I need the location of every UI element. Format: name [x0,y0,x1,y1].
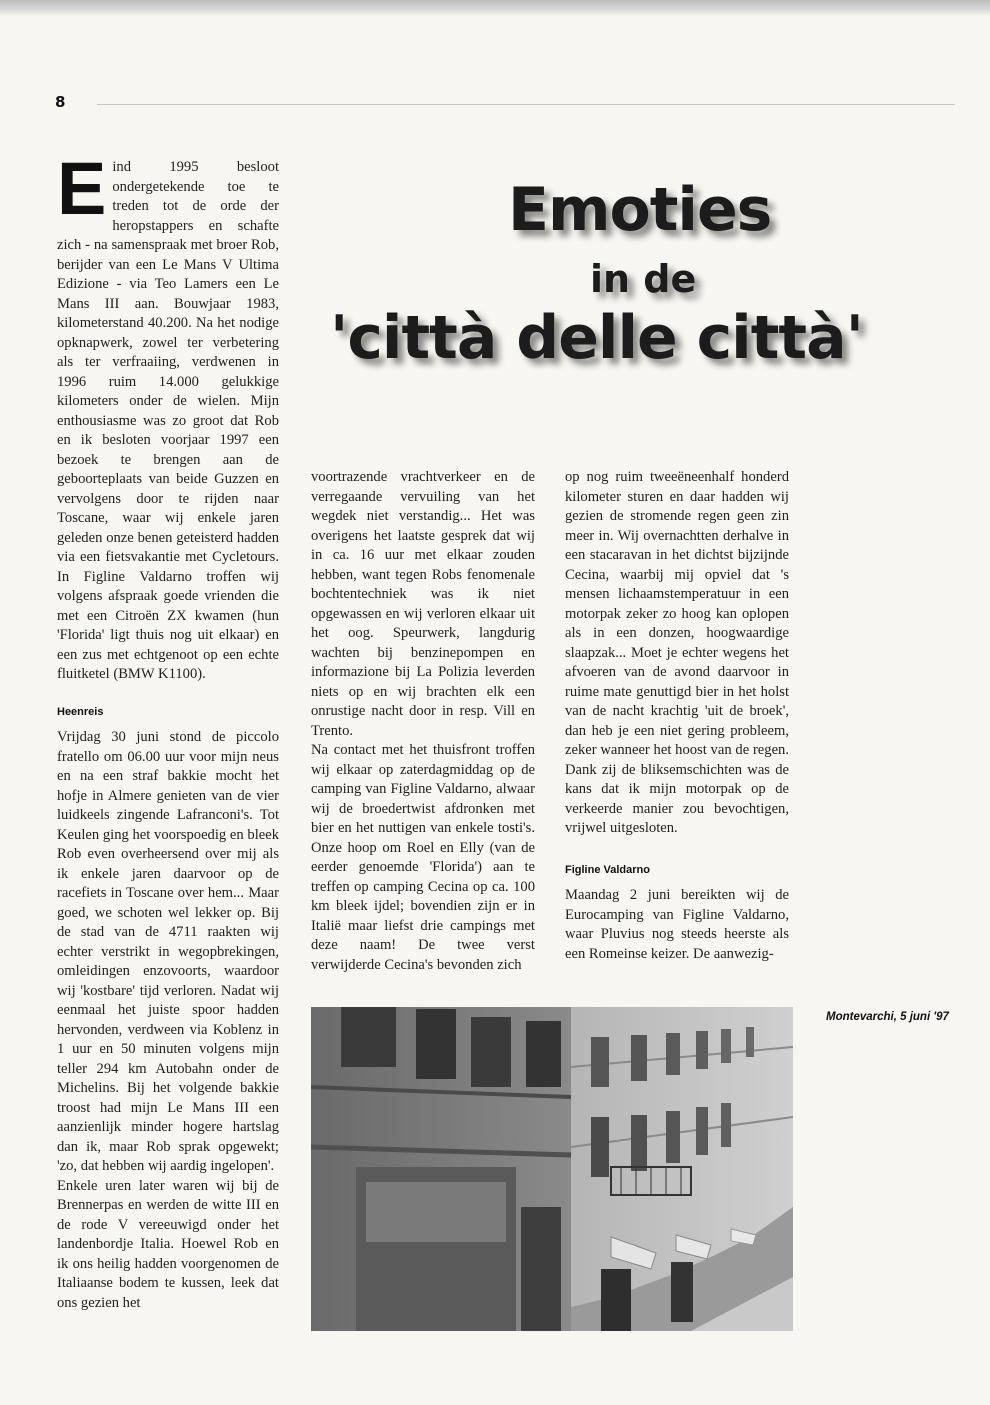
title-line-1: Emoties [508,175,772,245]
body-paragraph: voortrazende vrachtverkeer en de verregaande vervuiling van het wegdek niet verstandig... Het was overigens het laatste gesprek dat wij in ca. 16 uur met elkaar zouden hebben, want tegen Robs fenomenale bochtentechniek was ik niet opgewassen en wij verloren elkaar uit het oog. Speurwerk, langdurig wachten bij benzinepompen en informazione bij La Polizia leverden niets op en wij brachten elk een onrustige nacht door in resp. Vill en Trento. [311,469,535,739]
body-paragraph: Enkele uren later waren wij bij de Brennerpas en werden de witte III en de rode V vereeuwigd onder het landenbordje Italia. Hoewel Rob en ik ons heilig hadden voorgenomen de Italiaanse bodem te kussen, leek dat ons gezien het [57,1177,279,1311]
body-paragraph: Na contact met het thuisfront troffen wij elkaar op zaterdagmiddag op de camping van Figline Valdarno, alwaar wij de broedertwist afdronken met bier en het nuttigen van enkele tosti's. Onze hoop om Roel en Elly (van de eerder genoemde 'Florida') aan te treffen op camping Cecina op ca. 100 km bleek ijdel; bovendien zijn er in Italië maar liefst drie campings met deze naam! De twee verst verwijderde Cecina's bevonden zich [311,742,535,973]
article-title [330,175,960,395]
subhead-figline-valdarno: Figline Valdarno [565,863,650,876]
photo-caption: Montevarchi, 5 juni '97 [826,1011,949,1023]
header-rule [97,104,955,105]
page-number: 8 [55,93,66,111]
street-photo [311,1007,793,1331]
intro-text: ind 1995 besloot ondergetekende toe te treden tot de orde der heropstappers en schafte zich - na samenspraak met broer Rob, berijder van een Le Mans V Ultima Edizione - via Teo Lamers een Le Mans III aan. Bouwjaar 1983, kilometerstand 40.200. Na het nodige opknapwerk, zowel ter verbetering als ter verfraaiing, verdwenen in 1996 ruim 14.000 gelukkige kilometers onder de wielen. Mijn enthousiasme was zo groot dat Rob en ik besloten voorjaar 1997 een bezoek te brengen aan de geboorteplaats van beide Guzzen en vervolgens door te rijden naar Toscane, waar wij enkele jaren geleden onze benen geteisterd hadden via een fietsvakantie met Cycletours. In Figline Valdarno troffen wij volgens afspraak goede vrienden die met een Citroën ZX kwamen (hun 'Florida' ligt thuis nog uit elkaar) en een zus met echtgenoot op een echte fluitketel (BMW K1100). [57,159,279,682]
scan-top-band [0,0,990,16]
title-line-2: in de [590,257,697,301]
title-line-3: 'città delle città' [330,303,863,373]
article-column-3 [565,468,789,964]
body-paragraph: Vrijdag 30 juni stond de piccolo fratello om 06.00 uur voor mijn neus en na een straf bakkie mocht het hofje in Almere genieten van de vier luidkeels zingende Lafranconi's. Tot Keulen ging het voorspoedig en bleek Rob even overheersend over mij als ik enkele jaren daarvoor op de racefiets in Toscane over hem... Maar goed, we schoten wel lekker op. Bij de stad van de 4711 raakten wij echter verstrikt in wegopbrekingen, omleidingen enzovoorts, waardoor wij 'kostbare' tijd verloren. Nadat wij eenmaal het juiste spoor hadden hervonden, verdween via Koblenz in 1 uur en 50 minuten volgens mijn teller 294 km Autobahn onder de Michelins. Bij het volgende bakkie troost had mijn Le Mans III een aanzienlijk minder hogere hartslag dan ik, maar Rob sprak opgewekt; 'zo, dat hebben wij aardig ingelopen'. [57,729,279,1174]
drop-cap: E [57,147,107,230]
article-column-1 [57,147,279,1313]
intro-paragraph [57,147,279,685]
body-paragraph: op nog ruim tweeëneenhalf honderd kilometer sturen en daar hadden wij gezien de stromende regen geen zin meer in. Wij overnachtten derhalve in een stacaravan in het dichtst bijzijnde Cecina, waarbij mij opviel dat 's mensen lichaamstemperatuur in een motorpak zeker zo hoog kan oplopen als in een donzen, hoogwaardige slaapzak... Moet je echter wegens het afvoeren van de avond daarvoor in ruime mate genuttigd bier in het holst van de nacht krachtig 'uit de broek', dan heb je een niet gering probleem, zeker wanneer het hoost van de regen. Dank zij de bliksemschichten was de kans dat ik mijn motorpak op de verkeerde manier zou bevochtigen, vrijwel uitgesloten. [565,469,789,836]
subhead-heenreis: Heenreis [57,705,104,718]
article-column-2 [311,468,535,975]
body-paragraph: Maandag 2 juni bereikten wij de Eurocamping van Figline Valdarno, waar Pluvius nog steeds heerste als een Romeinse keizer. De aanwezig- [565,887,789,962]
